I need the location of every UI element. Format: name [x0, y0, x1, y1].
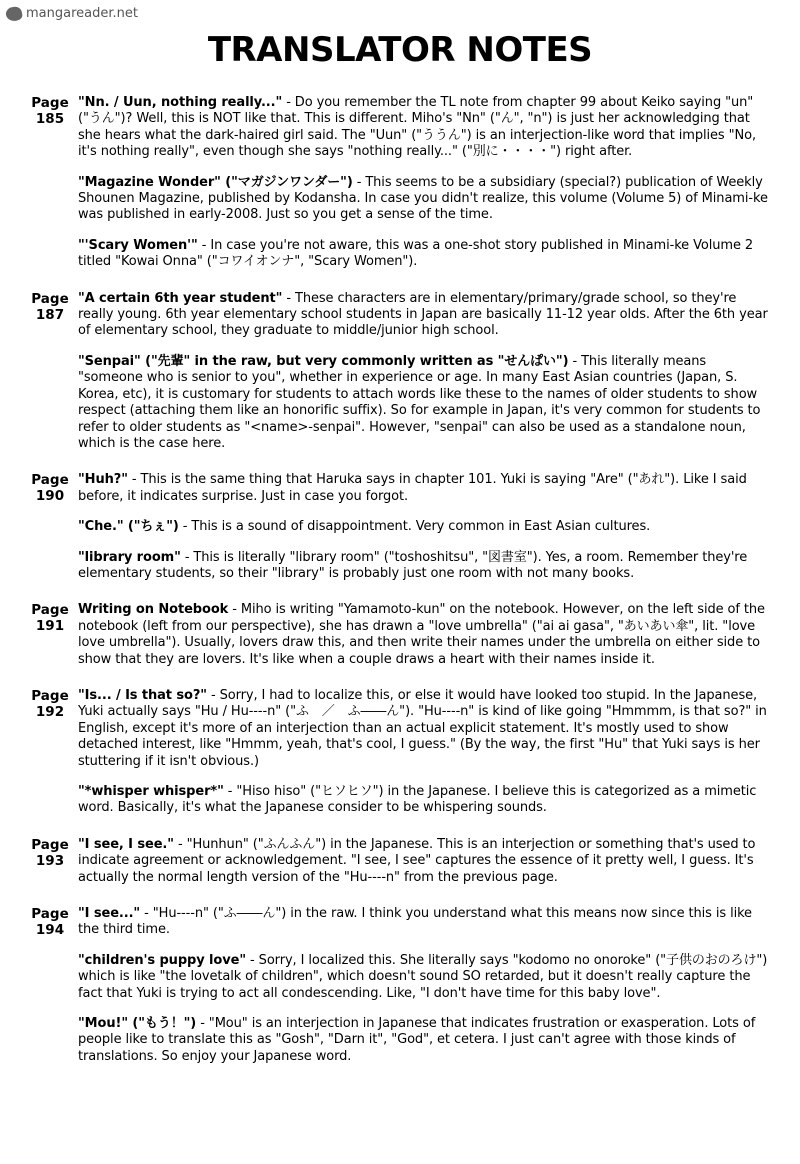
note-text: - This is a sound of disappointment. Very common in East Asian cultures. [178, 519, 651, 535]
note-text: - Sorry, I localized this. She literally says "kodomo no onoroke" ("子供のおのろけ") which is like "the lovetalk of children", which doesn't sound SO retarded, but it doesn't really capture the fact that Yuki is trying to act all condescending. Like, "I don't have time for this baby love". [78, 952, 768, 1001]
note-text: - "Hu----n" ("ふ――ん") in the raw. I think you understand what this means now since this is like the third time. [78, 906, 752, 938]
note-term: "children's puppy love" [78, 952, 247, 968]
note-text: - This is literally "library room" ("toshoshitsu", "図書室"). Yes, a room. Remember they're elementary students, so their "library" is probably just one room with not many books. [78, 549, 748, 581]
note-entry [78, 354, 774, 452]
note-term: "*whisper whisper*" [78, 784, 224, 799]
note-entries [78, 472, 774, 582]
note-entry [78, 602, 774, 668]
note-text: - Do you remember the TL note from chapter 99 about Keiko saying "un" ("うん")? Well, this is NOT like that. This is different. Miho's "Nn" ("ん", "n") is just her acknowledging that she hears what the dark-haired girl said. The "Uun" ("ううん") is an interjection-like word that implies "No, it's nothing really", even though she says "nothing really..." ("別に・・・・") right after. [78, 95, 757, 160]
note-section [22, 291, 774, 453]
note-entry [78, 906, 774, 939]
note-text: - In case you're not aware, this was a one-shot story published in Minami-ke Volume 2 titled "Kowai Onna" ("コワイオンナ", "Scary Women"). [78, 237, 754, 270]
page-label: Page 193 [31, 836, 69, 869]
note-text: - "Hunhun" ("ふんふん") in the Japanese. This is an interjection or something that's used to indicate agreement or acknowledgement. "I see, I see" captures the essence of it pretty well, I guess. It's actually the normal length version of the "Hu----n" from the previous page. [78, 836, 756, 885]
watermark-text: mangareader.net [26, 6, 138, 21]
page-label: Page 185 [31, 95, 69, 127]
page-label: Page 191 [31, 602, 69, 635]
page-title: TRANSLATOR NOTES [207, 30, 593, 70]
page-label: Page 187 [31, 290, 69, 323]
site-watermark [6, 6, 138, 21]
note-text: - This is the same thing that Haruka says in chapter 101. Yuki is saying "Are" ("あれ"). Like I said before, it indicates surprise. Just in case you forgot. [78, 472, 747, 504]
note-entry [78, 238, 774, 271]
note-section [22, 837, 774, 886]
note-section [22, 602, 774, 668]
note-entry [78, 784, 774, 817]
note-entry [78, 688, 774, 770]
note-entries [78, 837, 774, 886]
note-section [22, 472, 774, 582]
note-entries [78, 602, 774, 668]
note-entries [78, 291, 774, 453]
note-term: "Nn. / Uun, nothing really..." [78, 95, 283, 110]
note-term: "Is... / Is that so?" [78, 687, 207, 703]
note-term: "Magazine Wonder" ("マガジンワンダー") [78, 174, 353, 190]
note-entry [78, 95, 774, 161]
note-entries [78, 906, 774, 1065]
note-term: "library room" [78, 549, 181, 565]
note-section [22, 688, 774, 817]
note-section [22, 95, 774, 271]
page-label: Page 190 [31, 472, 69, 505]
note-entry [78, 953, 774, 1002]
note-entry [78, 1016, 774, 1065]
note-term: "Mou!" ("もう！") [78, 1016, 197, 1032]
note-text: - Sorry, I had to localize this, or else it would have looked too stupid. In the Japanese, Yuki actually says "Hu / Hu----n" ("ふ ／ ふ――ん"). "Hu----n" is kind of like going "Hmmmm, is that so?" in English, except it's more of an interjection than an actual explicit statement. It's mostly used to show detached interest, like "Hmmm, yeah, that's cool, I guess." (By the way, the first "Hu" that Yuki says is her stuttering if it isn't obvious.) [78, 687, 767, 769]
page-label: Page 194 [31, 906, 69, 939]
note-term: "Senpai" ("先輩" in the raw, but very commonly written as "せんぱい") [78, 353, 569, 369]
note-term: "I see..." [78, 906, 141, 922]
logo-icon [5, 5, 24, 22]
note-term: Writing on Notebook [78, 602, 229, 618]
note-term: "I see, I see." [78, 836, 174, 852]
note-term: "Che." ("ちぇ") [78, 519, 179, 535]
note-term: "'Scary Women'" [78, 237, 198, 253]
note-text: - These characters are in elementary/primary/grade school, so they're really young. 6th year elementary school students in Japan are basically 11-12 year olds. After the 6th year of elementary school, they graduate to middle/junior high school. [78, 290, 768, 339]
note-text: - "Mou" is an interjection in Japanese that indicates frustration or exasperation. Lots of people like to translate this as "Gosh", "Darn it", "God", et cetera. I just can't agree with those kinds of translations. So enjoy your Japanese word. [78, 1016, 756, 1064]
note-section [22, 906, 774, 1065]
page-label: Page 192 [31, 687, 69, 720]
note-entry [78, 472, 774, 505]
note-text: - Miho is writing "Yamamoto-kun" on the notebook. However, on the left side of the notebook (left from our perspective), she has drawn a "love umbrella" ("ai ai gasa", "あいあい傘", lit. "love love umbrella"). Usually, lovers draw this, and then write their names under the umbrella on either side to show that they are lovers. It's like when a couple draws a heart with their names inside it. [78, 602, 765, 667]
note-entries [78, 688, 774, 817]
note-entry [78, 519, 774, 535]
note-term: "Huh?" [78, 472, 128, 488]
note-entry [78, 550, 774, 583]
note-text: - This seems to be a subsidiary (special?) publication of Weekly Shounen Magazine, published by Kodansha. In case you didn't realize, this volume (Volume 5) of Minami-ke was published in early-2008. Just so you get a sense of the time. [78, 174, 768, 223]
notes-list [22, 95, 774, 1085]
note-text: - This literally means "someone who is senior to you", whether in experience or age. In many East Asian countries (Japan, S. Korea, etc), it is customary for students to attach words like these to the names of older students to show respect (attaching them like an honorific suffix). So for example in Japan, it's very common for students to refer to older students as "<name>-senpai". However, "senpai" can also be used as a standalone noun, which is the case here. [78, 353, 761, 451]
note-entry [78, 837, 774, 886]
note-entries [78, 95, 774, 271]
note-entry [78, 291, 774, 340]
note-text: - "Hiso hiso" ("ヒソヒソ") in the Japanese. I believe this is categorized as a mimetic word. Basically, it's what the Japanese consider to be whispering sounds. [78, 784, 757, 816]
note-entry [78, 175, 774, 224]
note-term: "A certain 6th year student" [78, 290, 283, 306]
